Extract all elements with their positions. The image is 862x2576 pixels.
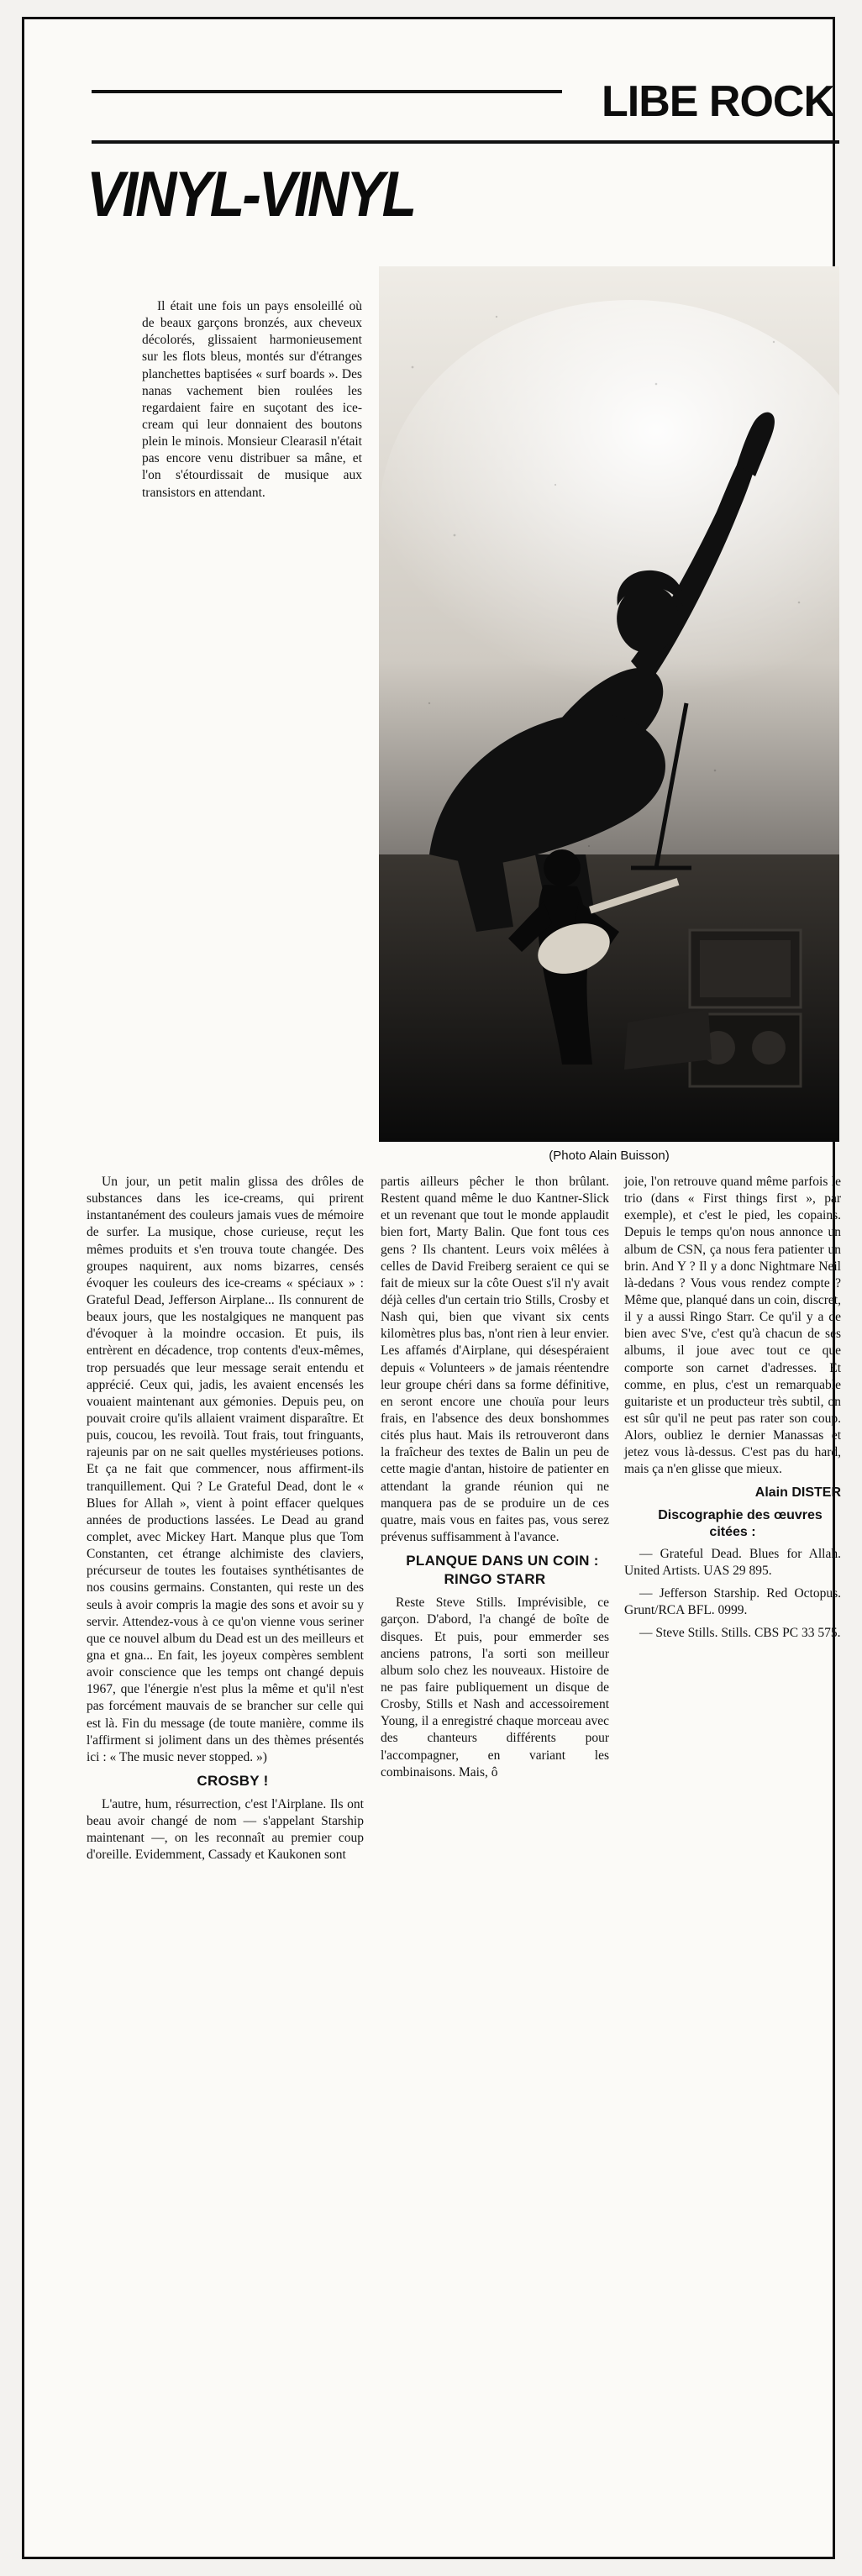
discography-item: — Grateful Dead. Blues for Allah. United Artists. UAS 29 895.	[624, 1546, 841, 1578]
article-byline: Alain DISTER	[754, 1485, 841, 1500]
discography-item: — Jefferson Starship. Red Octopus. Grunt/RCA BFL. 0999.	[624, 1585, 841, 1618]
photo-graphic	[379, 266, 839, 1142]
subhead-crosby: CROSBY !	[197, 1772, 269, 1789]
paragraph: Un jour, un petit malin glissa des drôles de substances dans les ice-creams, qui prirent instantanément des couleurs jamais vues de mémoire de surfer. La musique, chose curieuse, reçut les mêmes produits et s'en trouva toute changée. Des groupes naquirent, aux noms bizarres, censés évoquer les couleurs des ice-creams « spéciaux » : Grateful Dead, Jefferson Airplane... Ils connurent de beaux jours, que les nostalgiques ne manquent pas d'évoquer à la moindre occasion. Et puis, ils entrèrent en décadence, trop contents d'eux-mêmes, trop persuadés que leur message serait entendu et apprécié. Ceux qui, jadis, les avaient encensés les vouaient maintenant aux gémonies. Depuis peu, on pouvait croire qu'ils allaient vraiment disparaître. Et puis, coucou, les revoilà. Tout frais, tout fringuants, rajeunis par on ne sait quelles mystérieuses potions. Et ça ne fait que commencer, nous affirment-ils tranquillement. Qui ? Le Grateful Dead, dont le « Blues for Allah », vient à point effacer quelques années de productions lassées. Le Dead au grand complet, avec Mickey Hart. Manque plus que Tom Constanten, cet étrange alchimiste des claviers, précurseur de toutes les foutaises synthétisantes de nos cousins germains. Constanten, qui reste un des seuls à avoir compris la magie des sons et avoir su y servir. Attendez-vous à ce qu'on vienne vous seriner que ce nouvel album du Dead est un des meilleurs et gna et gna... En fait, les joyeux compères semblent avoir conscience que les temps ont changé depuis 1967, que l'énergie n'est plus la même et qu'il n'est pas forcément mauvais de se brancher sur celle qui est là. Fin du message (de toute manière, comme ils l'affirment si joliment dans un des thèmes présentés ici : « The music never stopped. »)	[87, 1175, 364, 1764]
masthead	[68, 56, 841, 154]
paragraph: Reste Steve Stills. Imprévisible, ce garçon. D'abord, l'a changé de boîte de disques. Et puis, pour emmerder ses anciens patrons, l'a sorti son meilleur album solo chez les nouveaux. Histoire de ne pas faire publiquement un disque de Crosby, Stills et Nash and accessoirement Young, il a enregistré chaque morceau avec des chanteurs différents pour l'accompagner, en variant les combinaisons. Mais, ô	[381, 1596, 609, 1780]
subhead-ringo-starr: PLANQUE DANS UN COIN : RINGO STARR	[406, 1553, 599, 1588]
discography-title: Discographie des œuvres citées :	[658, 1508, 823, 1539]
masthead-rule-bottom	[92, 140, 839, 144]
article-column-1-top	[142, 298, 362, 507]
section-title: LIBE ROCK	[602, 77, 834, 126]
paragraph: joie, l'on retrouve quand même parfois le trio (dans « First things first », par exemple), et c'est le pied, les copains. Depuis le temps qu'on nous annonce un album de CSN, ça nous fera patienter un brin. And Y ? Il y a donc Nightmare Neil là-dedans ? Vous vous rendez compte ? Même que, planqué dans un coin, discret, il y a aussi Ringo Starr. Ce qu'il y a de bien avec S've, c'est qu'à chacun de ses albums, il joue avec tout ce que comporte son carnet d'adresses. Et comme, en plus, c'est un remarquable guitariste et un producteur très subtil, on est sûr qu'il ne peut pas rater son coup. Alors, oubliez le dernier Manassas et jetez vous là-dessus. C'est pas du hard, mais ça n'en glisse que mieux.	[624, 1175, 841, 1477]
discography-item: — Steve Stills. Stills. CBS PC 33 575.	[639, 1626, 841, 1641]
article-column-1-bottom	[87, 1174, 364, 1870]
masthead-rule-top	[92, 90, 562, 93]
concert-photo	[379, 266, 839, 1142]
page-frame	[22, 17, 841, 2559]
paragraph: L'autre, hum, résurrection, c'est l'Airplane. Ils ont beau avoir changé de nom — s'appelant Starship maintenant —, on les reconnaît au premier coup d'oreille. Evidemment, Cassady et Kaukonen sont	[87, 1797, 364, 1863]
page-content	[68, 56, 841, 2560]
paragraph: Il était une fois un pays ensoleillé où de beaux garçons bronzés, aux cheveux décolorés, glissaient harmonieusement sur les flots bleus, montés sur d'étranges planchettes baptisées « surf boards ». Des nanas vachement bien roulées les regardaient faire en suçotant des ice-cream qui leur donnaient des boutons plein le minois. Monsieur Clearasil n'était pas encore venu distribuer sa mâne, et l'on s'étourdissait de musique aux transistors en attendant.	[142, 299, 362, 500]
page-title: VINYL-VINYL	[87, 158, 415, 230]
photo-caption: (Photo Alain Buisson)	[549, 1149, 670, 1163]
article-column-3	[624, 1174, 841, 1648]
article-column-2	[381, 1174, 609, 1787]
paragraph: partis ailleurs pêcher le thon brûlant. Restent quand même le duo Kantner-Slick et un revenant que tout le monde applaudit bien fort, Marty Balin. Que font tous ces gens ? Ils chantent. Leurs voix mêlées à celles de David Freiberg seraient ce qui se fait de mieux sur la côte Ouest s'il n'y avait déjà celles d'un certain trio Stills, Crosby et Nash qui, bien que vivant six cents kilomètres plus bas, n'ont rien à leur envier. Les affamés d'Airplane, qui désespéraient depuis « Volunteers » de jamais réentendre leur groupe chéri dans sa forme définitive, en seront encore une chouïa pour leurs frais, en l'absence des deux bonshommes cités plus haut. Mais ils retrouveront dans la fraîcheur des textes de Balin un peu de cette magie d'antan, histoire de patienter en attendant la grande réunion qui ne manquera pas de se produire un de ces quatre, mais vous en faites pas, vous serez prévenus suffisamment à l'avance.	[381, 1175, 609, 1544]
